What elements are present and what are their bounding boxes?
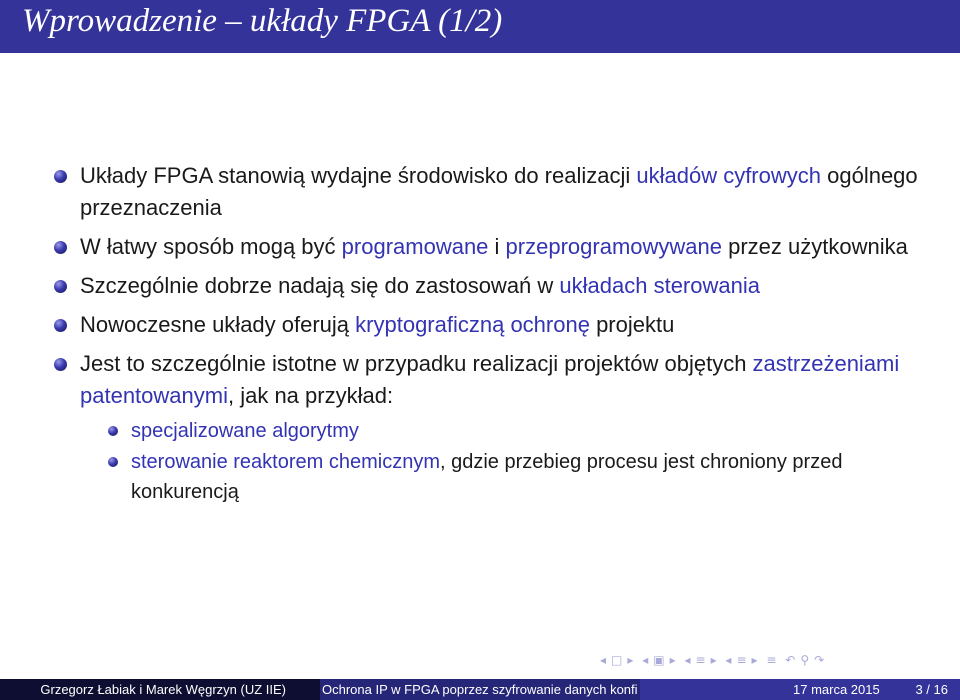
- bullet-item: [0, 231, 960, 263]
- bullet-ball-icon: [54, 319, 67, 332]
- bullet-ball-icon: [54, 280, 67, 293]
- nav-prev-subsection-icon[interactable]: ◂: [642, 653, 649, 667]
- footer-authors-box: [0, 679, 320, 700]
- slide-footer: [0, 679, 960, 700]
- bullet-text: przez użytkownika: [721, 234, 908, 259]
- bullet-list: [0, 160, 960, 508]
- nav-next-subsection-icon[interactable]: ▸: [669, 653, 676, 667]
- sub-bullet-item: [0, 447, 960, 507]
- nav-prev-part-icon[interactable]: ◂: [725, 653, 732, 667]
- bullet-text: , gdzie przebieg procesu jest chroniony przed konkurencją: [131, 451, 843, 503]
- nav-next-part-icon[interactable]: ▸: [751, 653, 758, 667]
- bullet-item: [0, 160, 960, 224]
- bullet-ball-icon: [54, 358, 67, 371]
- nav-redo-icon[interactable]: ↷: [814, 653, 825, 667]
- nav-undo-icon[interactable]: ↶: [785, 653, 796, 667]
- bullet-highlight: kryptograficzną ochronę: [355, 312, 590, 337]
- nav-document-icon[interactable]: ≡: [766, 653, 777, 667]
- bullet-highlight: układów cyfrowych: [636, 163, 821, 188]
- bullet-ball-icon: [54, 170, 67, 183]
- bullet-text: ogólnego przeznaczenia: [80, 163, 918, 220]
- bullet-ball-icon: [54, 241, 67, 254]
- bullet-item: [0, 270, 960, 302]
- bullet-text: , jak na przykład:: [227, 383, 394, 408]
- bullet-highlight: programowane: [341, 234, 489, 259]
- part-icon[interactable]: ≡: [736, 653, 747, 667]
- footer-date-box: [640, 679, 960, 700]
- bullet-ball-icon: [108, 426, 118, 436]
- beamer-navigation: [600, 653, 960, 671]
- bullet-text: Układy FPGA stanowią wydajne środowisko do realizacji: [80, 163, 637, 188]
- nav-prev-frame-icon[interactable]: ◂: [600, 653, 607, 667]
- bullet-text: Jest to szczególnie istotne w przypadku realizacji projektów objętych: [80, 351, 753, 376]
- bullet-item: [0, 348, 960, 412]
- nav-next-section-icon[interactable]: ▸: [710, 653, 717, 667]
- bullet-highlight: zastrzeżeniami patentowanymi: [80, 351, 900, 408]
- footer-page-number: 3 / 16: [915, 682, 948, 697]
- bullet-text: W łatwy sposób mogą być: [80, 234, 342, 259]
- slide-title: Wprowadzenie – układy FPGA (1/2): [22, 3, 503, 39]
- bullet-highlight: układach sterowania: [559, 273, 760, 298]
- bullet-highlight: sterowanie reaktorem chemicznym: [131, 451, 440, 473]
- bullet-text: Nowoczesne układy oferują: [80, 312, 356, 337]
- nav-next-frame-icon[interactable]: ▸: [627, 653, 634, 667]
- nav-prev-section-icon[interactable]: ◂: [684, 653, 691, 667]
- bullet-text: projektu: [589, 312, 675, 337]
- footer-title-box: [320, 679, 640, 700]
- bullet-item: [0, 309, 960, 341]
- bullet-text: Szczególnie dobrze nadają się do zastosowań w: [80, 273, 560, 298]
- slide-title-bar: [0, 0, 960, 53]
- bullet-highlight: specjalizowane algorytmy: [131, 420, 359, 442]
- bullet-text: i: [488, 234, 506, 259]
- subsection-icon[interactable]: ▣: [653, 653, 665, 667]
- frame-icon[interactable]: □: [611, 653, 623, 667]
- footer-date: 17 marca 2015: [793, 682, 880, 697]
- nav-search-icon[interactable]: ⚲: [800, 653, 810, 667]
- section-icon[interactable]: ≡: [695, 653, 706, 667]
- bullet-highlight: przeprogramowywane: [505, 234, 722, 259]
- bullet-ball-icon: [108, 457, 118, 467]
- sub-bullet-item: [0, 416, 960, 446]
- footer-authors: Grzegorz Łabiak i Marek Węgrzyn (UZ IIE): [40, 682, 286, 697]
- footer-talk-title: Ochrona IP w FPGA poprzez szyfrowanie danych konfi: [322, 682, 638, 697]
